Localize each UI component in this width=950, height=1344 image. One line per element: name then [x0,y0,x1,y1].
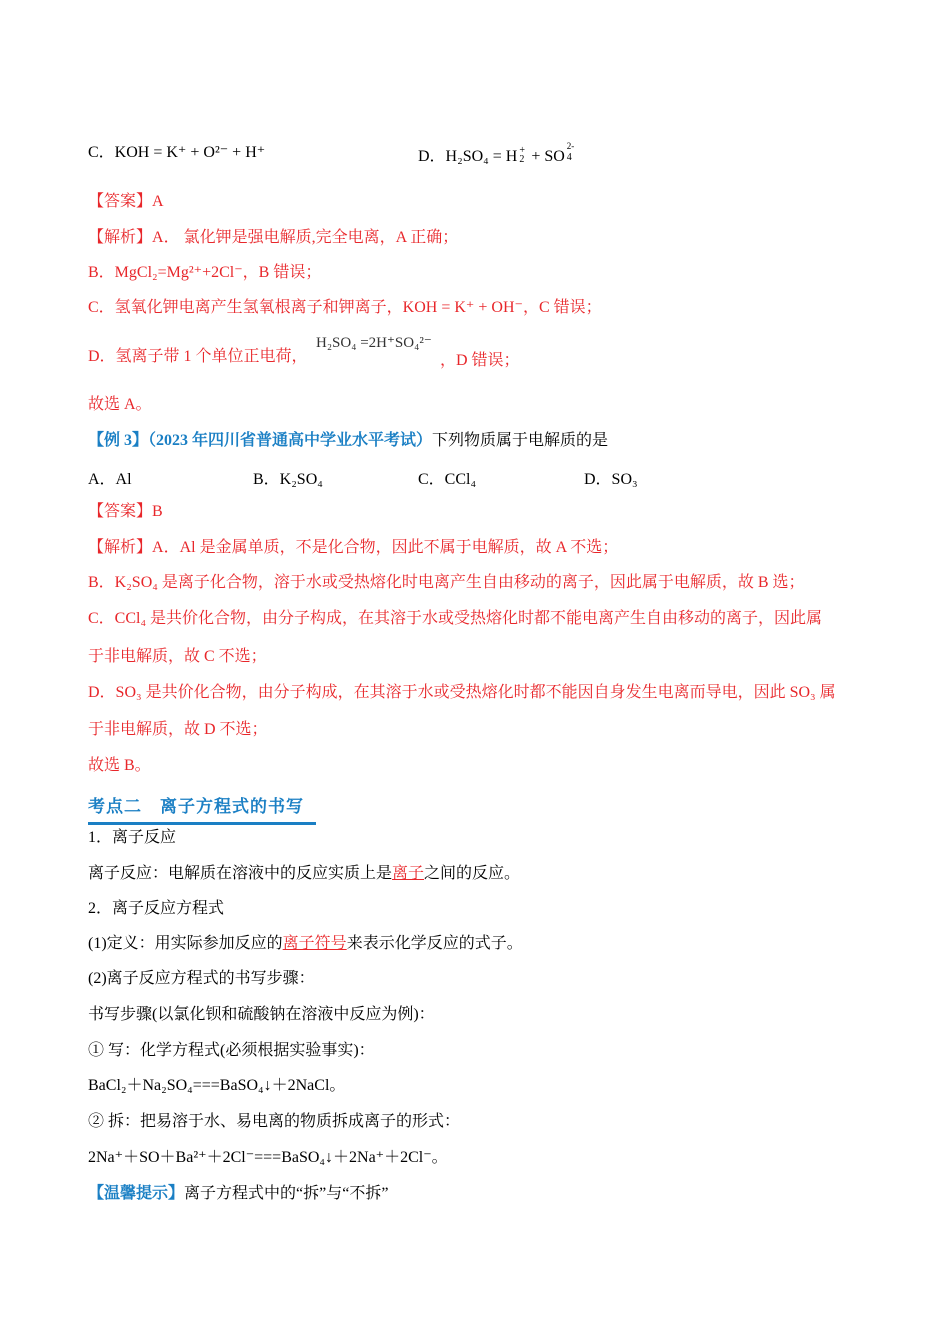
step-2: ② 拆：把易溶于水、易电离的物质拆成离子的形式： [88,1113,461,1130]
explanation-b-prev: B．MgCl₂=Mg²⁺+2Cl⁻，B 错误； [88,264,322,281]
example-3-source: （2023 年四川省普通高中学业水平考试） [148,432,433,449]
tip-text: 离子方程式中的“拆”与“不拆” [184,1185,389,1202]
steps-intro: 书写步骤(以氯化钡和硫酸钠在溶液中反应为例)： [88,1006,435,1023]
example-3-option-b: B．K₂SO₄ [253,471,323,488]
option-d-sup2-top: 2- [566,141,575,151]
example-3-explanation-d1: D．SO₃ 是共价化合物，由分子构成，在其溶于水或受热熔化时都不能因自身发生电离而导电，因此 SO₃ 属 [88,684,836,701]
option-d-prefix: D．H₂SO₄ = H [418,148,518,165]
fill-blank-ion-symbol: 离子符号 [282,935,347,952]
example-3-option-c: C．CCl₄ [418,471,477,488]
example-3-option-a: A．Al [88,471,132,488]
option-d-mid: + SO [527,148,565,165]
section-heading-text: 考点二 离子方程式的书写 [88,797,304,816]
example-3-text: 下列物质属于电解质的是 [432,432,609,449]
example-3-answer: 【答案】B [88,503,163,520]
section-heading [88,790,316,826]
tip-label: 【温馨提示】 [88,1185,185,1202]
subsection-2-title: 2．离子反应方程式 [88,900,225,917]
definition-text [88,934,523,954]
subsection-1-text-pre: 离子反应：电解质在溶液中的反应实质上是 [88,865,393,882]
subsection-1-text-post: 之间的反应。 [424,865,521,882]
example-3-option-d: D．SO₃ [584,471,638,488]
example-3-tag: 【例 3】 [88,432,149,449]
example-3-conclusion: 故选 B。 [88,757,151,774]
example-3-explanation-label: 【解析】 [88,539,153,556]
example-3-explanation-a-text: A．Al 是金属单质，不是化合物，因此不属于电解质，故 A 不选； [152,539,619,556]
answer-prev: 【答案】A [88,193,164,210]
equation-1: BaCl₂＋Na₂SO₄===BaSO₄↓＋2NaCl。 [88,1077,346,1094]
definition-post: 来表示化学反应的式子。 [346,935,523,952]
tip-line [88,1184,388,1204]
option-d-prev [418,143,577,166]
subsection-1-title: 1．离子反应 [88,829,177,846]
example-3-explanation-c2: 于非电解质，故 C 不选； [88,648,267,665]
example-3-explanation-c1: C．CCl₄ 是共价化合物，由分子构成，在其溶于水或受热熔化时都不能电离产生自由移动的离子，因此属 [88,610,823,627]
option-c-prev: C．KOH = K⁺ + O²⁻ + H⁺ [88,144,266,161]
explanation-d-prev-post: ，D 错误； [440,352,520,369]
option-d-sup-bottom: 2 [519,154,525,165]
equation-image: H₂SO₄ =2H⁺SO₄²⁻ [316,335,432,351]
example-3-explanation-a [88,538,618,558]
step-1: ① 写：化学方程式(必须根据实验事实)： [88,1042,375,1059]
option-d-sup2-bottom: 4 [566,152,572,163]
section-heading-underline [88,822,316,825]
example-3-question [88,431,608,451]
fill-blank-ion: 离子 [392,865,425,882]
example-3-explanation-d2: 于非电解质，故 D 不选； [88,721,268,738]
definition-pre: (1)定义：用实际参加反应的 [88,935,283,952]
explanation-d-prev-pre: D．氢离子带 1 个单位正电荷， [88,348,308,365]
explanation-label: 【解析】 [88,229,153,246]
conclusion-prev: 故选 A。 [88,396,152,413]
subsection-1-text [88,864,520,884]
steps-title: (2)离子反应方程式的书写步骤： [88,970,315,987]
equation-2: 2Na⁺＋SO＋Ba²⁺＋2Cl⁻===BaSO₄↓＋2Na⁺＋2Cl⁻。 [88,1149,448,1166]
explanation-c-prev: C．氢氧化钾电离产生氢氧根离子和钾离子，KOH = K⁺ + OH⁻，C 错误； [88,299,602,316]
option-d-sup-top: + [519,145,525,156]
explanation-a-text: A． 氯化钾是强电解质,完全电离，A 正确； [152,229,459,246]
example-3-explanation-b: B．K₂SO₄ 是离子化合物，溶于水或受热熔化时电离产生自由移动的离子，因此属于电解质，故 B 选； [88,574,805,591]
explanation-a-prev [88,228,458,248]
